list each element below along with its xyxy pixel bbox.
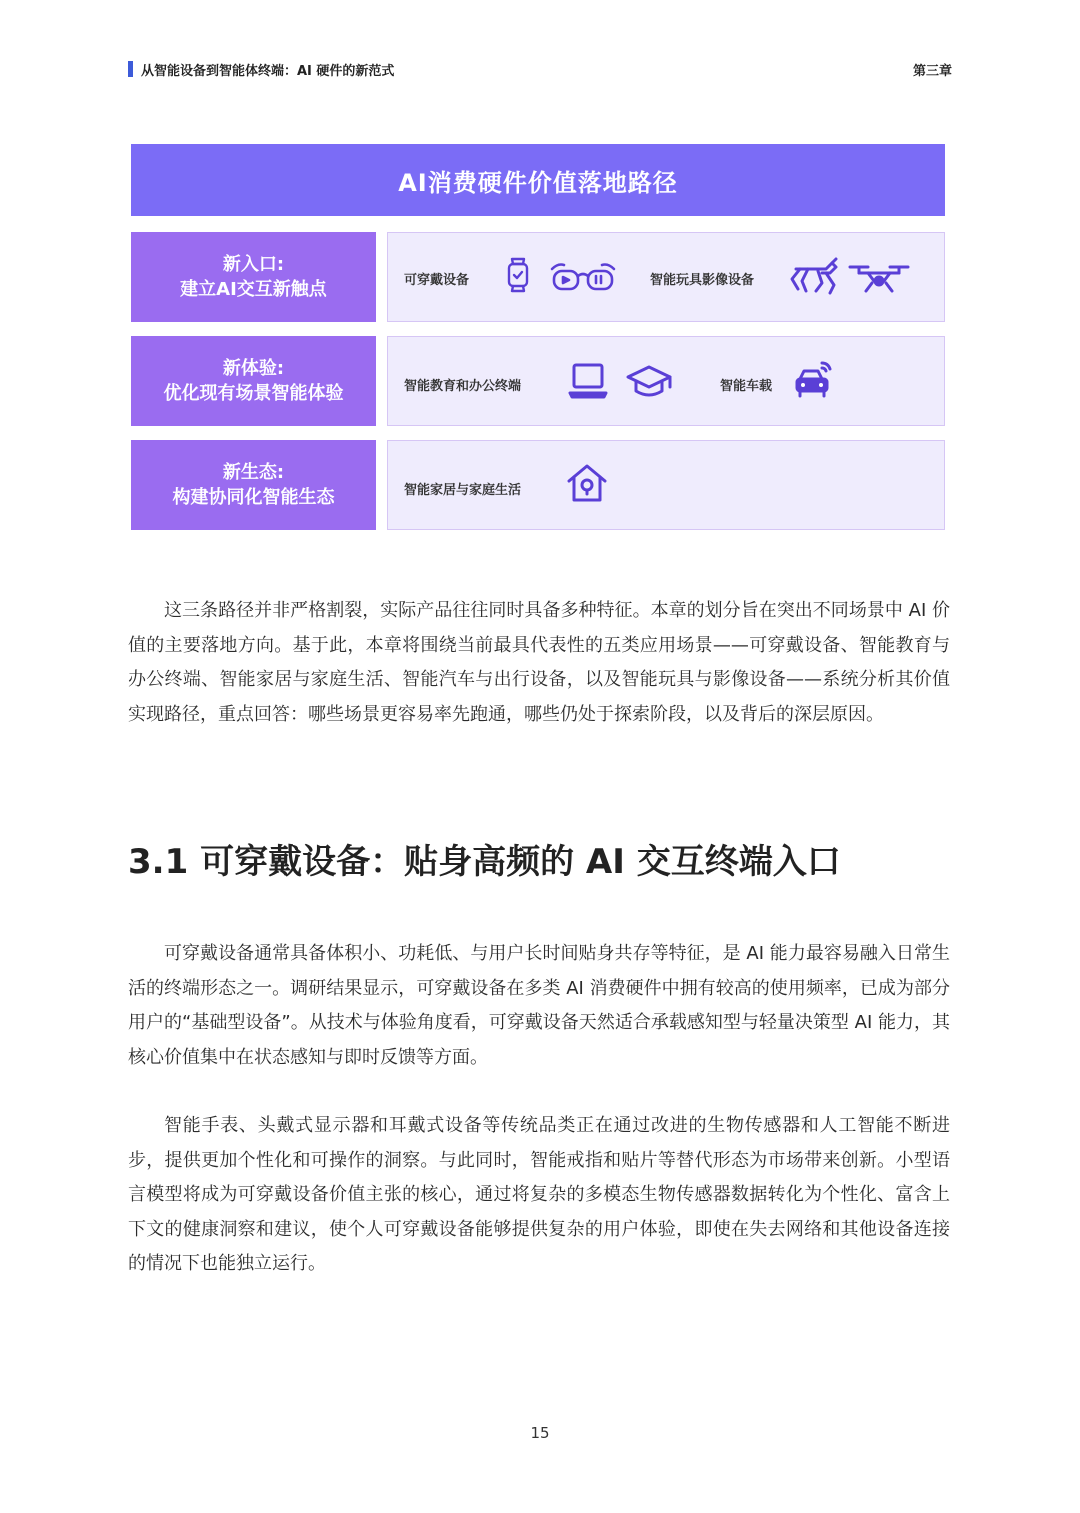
path-row-title-line1: 新体验: xyxy=(222,358,285,379)
path-row-title-line1: 新生态: xyxy=(222,462,285,483)
drone-icon xyxy=(848,263,910,295)
path-row-title xyxy=(131,232,376,322)
item-label-education-office: 智能教育和办公终端 xyxy=(404,379,522,394)
diagram-banner: AI消费硬件价值落地路径 xyxy=(131,144,945,216)
robot-dog-icon xyxy=(788,257,840,295)
chapter-label: 第三章 xyxy=(912,64,952,79)
item-label-smart-home: 智能家居与家庭生活 xyxy=(404,483,522,498)
smartwatch-icon xyxy=(506,255,530,295)
item-label-smart-toys: 智能玩具影像设备 xyxy=(650,273,755,288)
connected-car-icon xyxy=(794,359,834,399)
running-header-title: 从智能设备到智能体终端：AI 硬件的新范式 xyxy=(141,63,395,79)
smart-glasses-icon xyxy=(550,261,616,293)
path-row-new-experience xyxy=(131,336,945,426)
running-header xyxy=(128,60,394,78)
path-row-title xyxy=(131,336,376,426)
header-accent-bar xyxy=(128,61,133,77)
path-row-new-entry xyxy=(131,232,945,322)
path-row-title-line2: 优化现有场景智能体验 xyxy=(163,383,344,404)
smart-home-icon xyxy=(566,463,608,503)
section-title: 3.1 可穿戴设备：贴身高频的 AI 交互终端入口 xyxy=(128,842,841,882)
paragraph-intro: 这三条路径并非严格割裂，实际产品往往同时具备多种特征。本章的划分旨在突出不同场景中 AI 价值的主要落地方向。基于此，本章将围绕当前最具代表性的五类应用场景——可穿戴设备、智能教育与办公终端、智能家居与家庭生活、智能汽车与出行设备，以及智能玩具与影像设备——系统分析其价值实现路径，重点回答：哪些场景更容易率先跑通，哪些仍处于探索阶段，以及背后的深层原因。 xyxy=(128,600,950,725)
paragraph-wearables-2: 智能手表、头戴式显示器和耳戴式设备等传统品类正在通过改进的生物传感器和人工智能不断进步，提供更加个性化和可操作的洞察。与此同时，智能戒指和贴片等替代形态为市场带来创新。小型语言模型将成为可穿戴设备价值主张的核心，通过将复杂的多模态生物传感器数据转化为个性化、富含上下文的健康洞察和建议，使个人可穿戴设备能够提供复杂的用户体验，即使在失去网络和其他设备连接的情况下也能独立运行。 xyxy=(128,1115,950,1274)
path-row-title-line2: 构建协同化智能生态 xyxy=(172,487,335,508)
path-row-title-line2: 建立AI交互新触点 xyxy=(180,279,327,300)
path-row-items xyxy=(387,336,945,426)
path-row-items xyxy=(387,440,945,530)
path-row-new-ecosystem xyxy=(131,440,945,530)
path-row-title xyxy=(131,440,376,530)
paragraph-wearables-1: 可穿戴设备通常具备体积小、功耗低、与用户长时间贴身共存等特征，是 AI 能力最容易融入日常生活的终端形态之一。调研结果显示，可穿戴设备在多类 AI 消费硬件中拥有较高的使用频率，已成为部分用户的“基础型设备”。从技术与体验角度看，可穿戴设备天然适合承载感知型与轻量决策型 AI 能力，其核心价值集中在状态感知与即时反馈等方面。 xyxy=(128,943,950,1068)
path-row-items xyxy=(387,232,945,322)
item-label-wearables: 可穿戴设备 xyxy=(404,273,470,288)
path-row-title-line1: 新入口: xyxy=(222,254,285,275)
laptop-icon xyxy=(568,361,608,399)
graduation-cap-icon xyxy=(626,363,672,399)
value-path-diagram xyxy=(131,144,945,508)
page-number: 15 xyxy=(530,1424,550,1442)
item-label-smart-vehicle: 智能车载 xyxy=(720,379,773,394)
